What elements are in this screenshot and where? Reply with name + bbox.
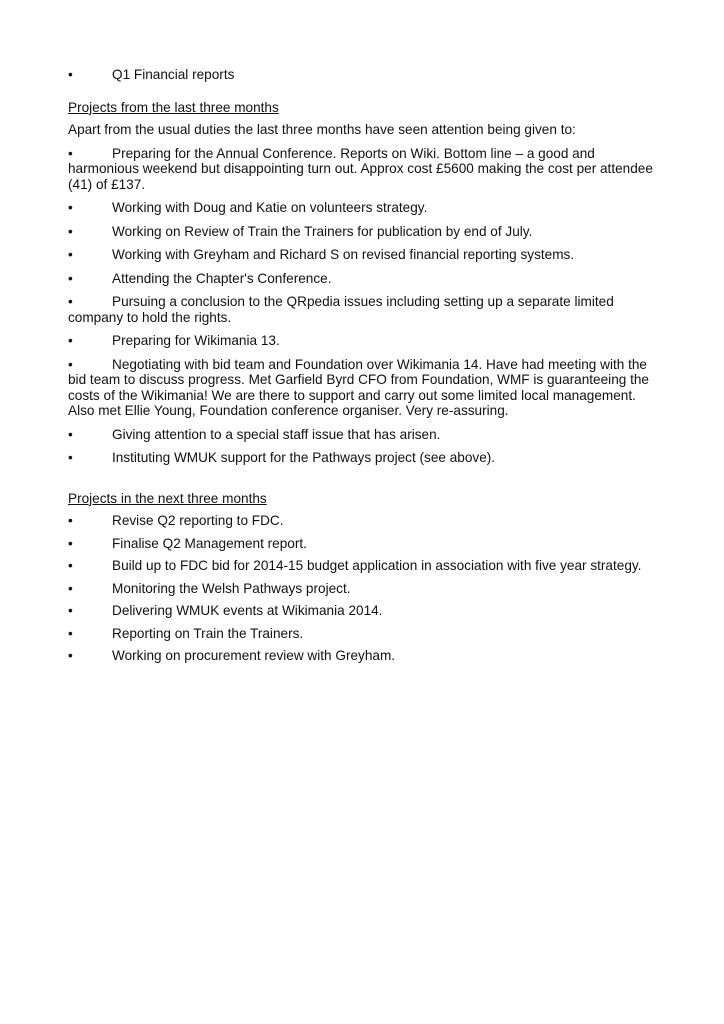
list-item-text: Preparing for the Annual Conference. Reports on Wiki. Bottom line – a good and	[112, 145, 595, 161]
list-item-text: Working on Review of Train the Trainers for publication by end of July.	[112, 223, 533, 239]
list-item	[68, 558, 658, 574]
list-item-text: Working on procurement review with Greyham.	[112, 648, 396, 663]
list-item-text: Pursuing a conclusion to the QRpedia issues including setting up a separate limited	[112, 294, 614, 309]
list-item-text: Preparing for Wikimania 13.	[112, 333, 280, 348]
list-item	[68, 513, 658, 529]
bullet: •	[68, 450, 73, 465]
list-item	[68, 333, 658, 349]
list-item	[68, 427, 658, 443]
list-item	[68, 450, 658, 466]
list-item-text: Build up to FDC bid for 2014-15 budget application in association with five year strategy.	[112, 558, 642, 573]
list-item	[68, 536, 658, 552]
list-item	[68, 146, 658, 193]
bullet: •	[68, 145, 73, 161]
bullet: •	[68, 270, 73, 286]
list-item	[68, 224, 658, 240]
bullet: •	[68, 625, 73, 641]
list-item-text: Giving attention to a special staff issue that has arisen.	[112, 426, 441, 442]
bullet: •	[68, 333, 73, 348]
list-item	[68, 294, 658, 325]
section-heading: Projects from the last three months	[68, 99, 279, 115]
intro-paragraph: Apart from the usual duties the last three months have seen attention being given to:	[68, 122, 576, 137]
bullet: •	[68, 200, 73, 215]
list-item-text: Monitoring the Welsh Pathways project.	[112, 580, 351, 596]
list-item	[68, 357, 658, 419]
list-item-text: Reporting on Train the Trainers.	[112, 625, 304, 641]
list-item-continuation: bid team to discuss progress. Met Garfield Byrd CFO from Foundation, WMF is guaranteeing the	[68, 372, 649, 387]
list-item-text: Finalise Q2 Management report.	[112, 535, 307, 551]
list-item-text: Working with Doug and Katie on volunteers strategy.	[112, 200, 428, 215]
bullet: •	[68, 294, 73, 309]
bullet: •	[68, 603, 73, 618]
list-item-text: Working with Greyham and Richard S on revised financial reporting systems.	[112, 247, 575, 262]
bullet: •	[68, 648, 73, 663]
bullet: •	[68, 580, 73, 596]
list-item	[68, 247, 658, 263]
list-item-text: Revise Q2 reporting to FDC.	[112, 513, 284, 528]
list-item-text: Delivering WMUK events at Wikimania 2014.	[112, 603, 383, 618]
list-item	[68, 581, 658, 597]
list-item	[68, 200, 658, 216]
bullet: •	[68, 426, 73, 442]
list-item-continuation: harmonious weekend but disappointing turn out. Approx cost £5600 making the cost per attendee	[68, 161, 653, 176]
bullet: •	[68, 67, 73, 82]
list-item-text: Q1 Financial reports	[112, 67, 235, 82]
section-heading: Projects in the next three months	[68, 490, 267, 506]
last-three-months-list	[68, 138, 658, 466]
document-page	[68, 67, 658, 664]
bullet: •	[68, 247, 73, 262]
list-item-text: Negotiating with bid team and Foundation over Wikimania 14. Have had meeting with the	[112, 356, 647, 372]
next-three-months-list	[68, 506, 658, 664]
list-item-text: Instituting WMUK support for the Pathways project (see above).	[112, 450, 496, 465]
list-item-continuation: costs of the Wikimania! We are there to support and carry out some limited local management.	[68, 387, 636, 403]
bullet: •	[68, 356, 73, 372]
list-item	[68, 626, 658, 642]
list-item-text: Attending the Chapter's Conference.	[112, 270, 332, 286]
list-item	[68, 648, 658, 664]
bullet: •	[68, 535, 73, 551]
bullet: •	[68, 558, 73, 573]
list-item	[68, 67, 658, 83]
list-item-continuation: company to hold the rights.	[68, 309, 232, 325]
list-item-continuation: Also met Ellie Young, Foundation conference organiser. Very re-assuring.	[68, 403, 509, 418]
list-item	[68, 603, 658, 619]
bullet: •	[68, 223, 73, 239]
list-item	[68, 271, 658, 287]
bullet: •	[68, 513, 73, 528]
list-item-continuation: (41) of £137.	[68, 176, 146, 192]
